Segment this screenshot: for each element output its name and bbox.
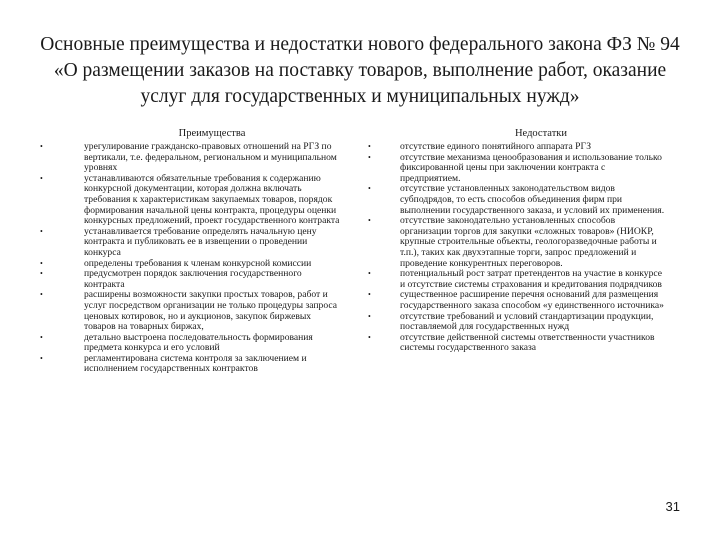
advantages-heading: Преимущества: [178, 128, 246, 139]
disadvantage-item: • отсутствие действенной системы ответственности участников системы государственного заказа: [368, 333, 666, 354]
disadvantage-item: • отсутствие единого понятийного аппарата РГЗ: [368, 142, 666, 153]
advantage-item: • расширены возможности закупки простых товаров, работ и услуг посредством организации не только процедуры запроса ценовых котировок, но и аукционов, закупок биржевых товаров на товарных биржах,: [40, 290, 340, 332]
advantages-column: [40, 128, 340, 375]
advantage-item: • устанавливается требование определять начальную цену контракта и публиковать ее в извещении о проведении конкурса: [40, 227, 340, 259]
advantage-item: • предусмотрен порядок заключения государственного контракта: [40, 269, 340, 290]
disadvantage-item: • отсутствие установленных законодательством видов субподрядов, то есть способов объединения фирм при выполнении государственного заказа, и условий их применения.: [368, 184, 666, 216]
disadvantage-item: • отсутствие механизма ценообразования и использование только фиксированной цены при заключении контракта с предприятием.: [368, 153, 666, 185]
disadvantages-heading: Недостатки: [514, 128, 568, 139]
disadvantages-list: [368, 142, 666, 354]
advantage-item: • регламентирована система контроля за заключением и исполнением государственных контрактов: [40, 354, 340, 375]
disadvantage-item: • отсутствие законодательно установленных способов организации торгов для закупки «сложных товаров» (НИОКР, крупные строительные объекты, геологоразведочные работы и т.п.), таких как двухэтапные торги, запрос предложений и проведение конкурентных переговоров.: [368, 216, 666, 269]
advantages-list: [40, 142, 340, 375]
advantage-item: • детально выстроена последовательность формирования предмета конкурса и его условий: [40, 333, 340, 354]
slide-title: Основные преимущества и недостатки нового федерального закона ФЗ № 94 «О размещении заказов на поставку товаров, выполнение работ, оказание услуг для государственных и муниципальных нужд»: [40, 34, 680, 107]
page-number: 31: [665, 499, 680, 514]
disadvantage-item: • потенциальный рост затрат претендентов на участие в конкурсе и отсутствие системы страхования и кредитования подрядчиков: [368, 269, 666, 290]
advantage-item: • устанавливаются обязательные требования к содержанию конкурсной документации, которая должна включать требования к характеристикам закупаемых товаров, порядок формирования начальной цены контракта, процедуры оценки конкурсных предложений, проект государственного контракта: [40, 174, 340, 227]
disadvantage-item: • существенное расширение перечня оснований для размещения государственного заказа способом «у единственного источника»: [368, 290, 666, 311]
advantage-item: • определены требования к членам конкурсной комиссии: [40, 259, 340, 270]
disadvantage-item: • отсутствие требований и условий стандартизации продукции, поставляемой для государственных нужд: [368, 312, 666, 333]
disadvantages-column: [368, 128, 666, 354]
advantage-item: • урегулирование гражданско-правовых отношений на РГЗ по вертикали, т.е. федеральном, региональном и муниципальном уровнях: [40, 142, 340, 174]
